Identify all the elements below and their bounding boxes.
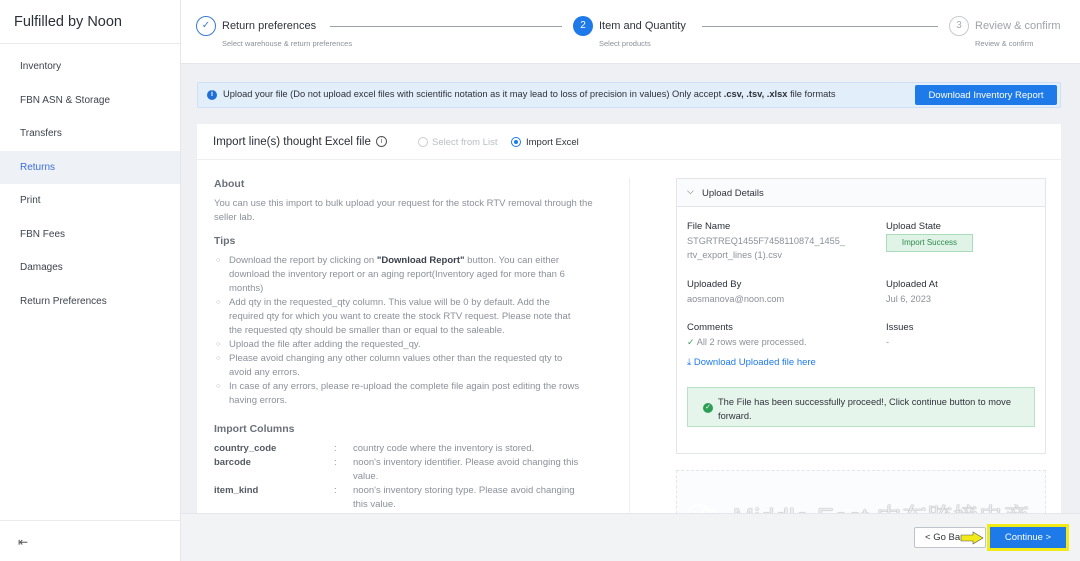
step-subtitle: Select products — [599, 39, 651, 48]
tips-heading: Tips — [214, 235, 236, 247]
sidebar-item-fbn-asn-storage[interactable]: FBN ASN & Storage — [20, 94, 111, 106]
continue-button[interactable]: Continue > — [990, 527, 1066, 548]
list-item: ○ Download the report by clicking on "Download Report" button. You can either download the inventory report or an aging report(Inventory aged for more than 6 months) — [214, 254, 586, 296]
step-title: Item and Quantity — [599, 20, 686, 32]
step-number: 3 — [949, 16, 969, 36]
status-badge: Import Success — [886, 234, 973, 252]
upload-details-panel — [676, 178, 1046, 454]
step-title: Review & confirm — [975, 20, 1061, 32]
import-excel-label[interactable]: Import Excel — [526, 137, 579, 148]
sidebar-item-damages[interactable]: Damages — [20, 262, 63, 273]
step-title: Return preferences — [222, 20, 317, 32]
upload-details-title: Upload Details — [702, 188, 764, 199]
import-excel-radio[interactable] — [511, 137, 521, 147]
info-banner — [197, 82, 1061, 108]
download-icon: ⤓ — [687, 357, 694, 368]
go-back-button[interactable]: < Go Ba — [914, 527, 986, 548]
sidebar-item-print[interactable]: Print — [20, 195, 41, 206]
column-divider — [629, 178, 630, 519]
banner-text: Upload your file (Do not upload excel files with scientific notation as it may lead to loss of precision in values) Only accept .csv, .tsv, .xlsx file formats — [223, 89, 836, 99]
about-heading: About — [214, 178, 245, 190]
step-connector — [330, 26, 562, 27]
about-text: You can use this import to bulk upload your request for the stock RTV removal through the seller lab. — [214, 198, 593, 223]
uploaded-by-value: aosmanova@noon.com — [687, 294, 785, 304]
import-columns-heading: Import Columns — [214, 423, 295, 435]
sidebar-nav — [0, 50, 180, 318]
chevron-down-icon[interactable]: ⌵ — [687, 186, 694, 196]
sidebar-item-return-preferences[interactable]: Return Preferences — [20, 295, 107, 307]
file-name-value: STGRTREQ1455F7458110874_1455_ rtv_export_lines (1).csv — [687, 236, 845, 260]
comments-label: Comments — [687, 322, 733, 333]
select-from-list-label[interactable]: Select from List — [432, 137, 498, 148]
info-circle-icon[interactable]: i — [376, 136, 387, 147]
tips-list — [214, 254, 586, 408]
issues-label: Issues — [886, 322, 914, 333]
sidebar-item-fbn-fees[interactable]: FBN Fees — [20, 228, 66, 240]
step-connector — [702, 26, 938, 27]
chevron-left-icon: < — [925, 532, 934, 543]
sidebar-item-inventory[interactable]: Inventory — [20, 61, 62, 72]
sidebar — [0, 0, 181, 561]
success-message: The File has been successfully proceed!, Click continue button to move forward. — [718, 397, 1012, 421]
uploaded-at-value: Jul 6, 2023 — [886, 294, 931, 304]
import-title: Import line(s) thought Excel file — [213, 136, 371, 148]
list-item: ○ Upload the file after adding the requested_qy. — [214, 338, 586, 352]
chevron-right-icon: > — [1042, 532, 1052, 543]
step-subtitle: Review & confirm — [975, 39, 1034, 48]
import-card: Import line(s) thought Excel file i Select from List Import Excel About You can use this import to bulk upload your request for the stock RTV removal through the seller lab. Tips ○ Download the report by clicking on "Download Report" button. You can either download the inventory report or an aging report(Inventory aged for more than 6 months) ○ Add qty in the requested_qty column. This value will be 0 by default. Add the required qty for which you want to create the stock RTV request. Please note that the requested qty should be smaller than or equal to the saleable. ○ Upload the file after adding the requested_qy. ○ Please avoid changing any other column values other than the requested qty to avoid any errors. ○ In case of any errors, please re-upload the complete file again post editing the rows having errors. Import Columns country_code : country code where the inventory is stored. barcode : noon's inventory identifier. Please avoid changing this value. item_kind : noon's inventory storing type. Please avoid changing this value. ⌵ Upload Details File Name STGRTREQ1455F7458110874_1455_ rtv_export_lines (1).csv Upload State Import Success Uploaded By aosmanova@noon.com Uploaded At Jul 6, 2023 Comments ✓ All 2 rows were processed. Issues - ⤓ Download Uploaded file here ✓ The File has been successfully proceed!, Click continue button to move forward. — [197, 124, 1061, 519]
step-subtitle: Select warehouse & return preferences — [222, 39, 353, 48]
check-icon: ✓ — [687, 337, 697, 347]
success-alert — [687, 387, 1035, 427]
list-item: ○ Add qty in the requested_qty column. This value will be 0 by default. Add the required qty for which you want to create the stock RTV request. Please note that the requested qty should be smaller than or equal to the saleable. — [214, 296, 586, 338]
download-inventory-report-button[interactable]: Download Inventory Report — [915, 85, 1057, 105]
check-icon: ✓ — [196, 16, 216, 36]
uploaded-at-label: Uploaded At — [886, 279, 938, 290]
upload-details-header[interactable] — [677, 179, 1045, 207]
list-item: ○ Please avoid changing any other column values other than the requested qty to avoid any errors. — [214, 352, 586, 380]
info-icon: i — [207, 90, 217, 100]
issues-value: - — [886, 337, 890, 347]
step-number: 2 — [573, 16, 593, 36]
sidebar-item-transfers[interactable]: Transfers — [20, 128, 62, 139]
collapse-left-icon[interactable]: ⇤ — [18, 535, 29, 549]
check-circle-icon: ✓ — [703, 403, 713, 413]
file-name-label: File Name — [687, 221, 731, 232]
select-from-list-radio[interactable] — [418, 137, 428, 147]
list-item: ○ In case of any errors, please re-upload the complete file again post editing the rows having errors. — [214, 380, 586, 408]
sidebar-footer-divider — [0, 520, 181, 521]
download-uploaded-file-link[interactable]: ⤓ Download Uploaded file here — [687, 357, 816, 368]
comments-value: ✓ All 2 rows were processed. — [687, 337, 807, 347]
upload-state-label: Upload State — [886, 221, 941, 232]
import-card-header — [197, 124, 1061, 160]
brand-title: Fulfilled by Noon — [0, 0, 180, 44]
sidebar-item-returns[interactable]: Returns — [0, 151, 180, 185]
uploaded-by-label: Uploaded By — [687, 279, 742, 290]
stepper — [181, 0, 1080, 64]
arrow-right-icon — [960, 531, 984, 545]
